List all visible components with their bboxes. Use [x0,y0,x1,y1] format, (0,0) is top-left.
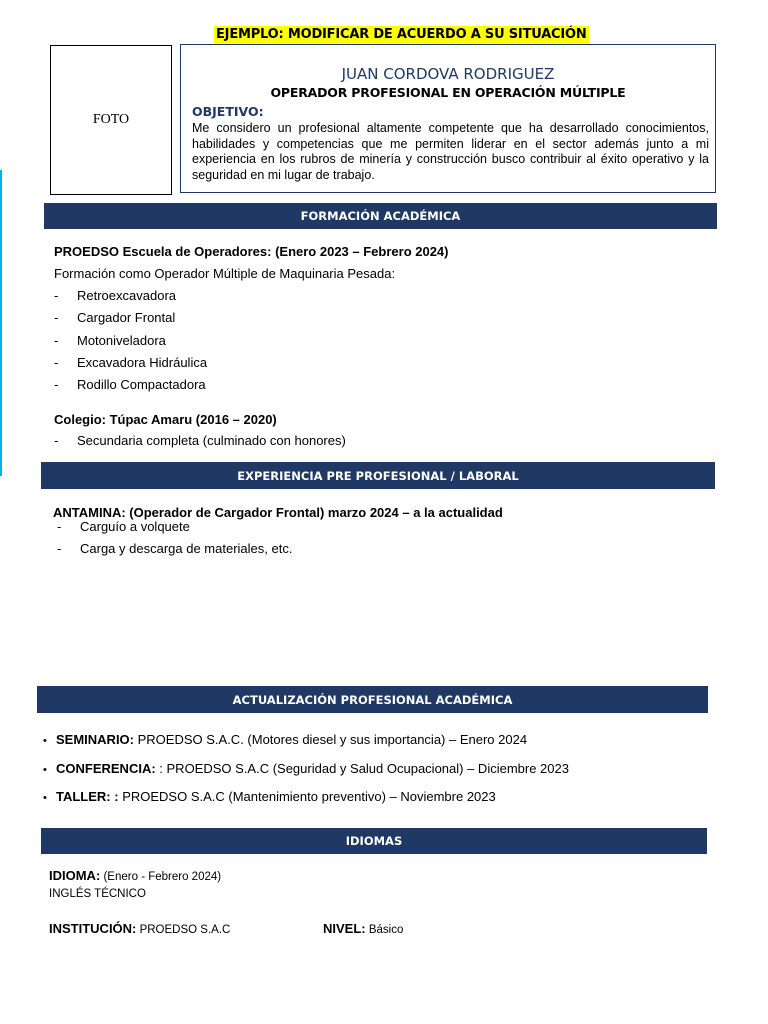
left-edge-line [0,170,2,476]
list-marker: - [54,310,59,326]
list-item-text: Secundaria completa (culminado con honores) [77,433,346,448]
language-period: (Enero - Febrero 2024) [100,871,222,883]
job-heading: ANTAMINA: (Operador de Cargador Frontal) marzo 2024 – a la actualidad [53,505,503,520]
list-item [54,377,454,399]
list-marker: - [57,541,62,556]
language-label: IDIOMA: [49,868,101,883]
list-item [54,433,454,455]
level-label: NIVEL: [323,921,366,936]
photo-placeholder [50,45,172,195]
institution-line [49,920,230,938]
list-item-text: Carga y descarga de materiales, etc. [80,541,293,556]
section-experiencia-title: EXPERIENCIA PRE PROFESIONAL / LABORAL [41,462,715,489]
institution-value: PROEDSO S.A.C [136,924,231,936]
school1-heading: PROEDSO Escuela de Operadores: (Enero 2023 – Febrero 2024) [54,244,449,259]
update-item-text: PROEDSO S.A.C. (Motores diesel y sus importancia) – Enero 2024 [134,732,528,747]
institution-label: INSTITUCIÓN: [49,921,137,936]
list-item [57,519,457,541]
school1-list [54,288,454,399]
bullet-marker: • [43,735,47,747]
list-marker: - [54,332,59,348]
photo-label: FOTO [92,112,130,127]
update-item-label: TALLER: : [56,789,119,804]
school2-heading: Colegio: Túpac Amaru (2016 – 2020) [54,412,277,427]
example-banner: EJEMPLO: MODIFICAR DE ACUERDO A SU SITUACIÓN [216,27,587,42]
objective-text: Me considero un profesional altamente competente que ha desarrollado conocimientos, habilidades y competencias que me permiten liderar en el sector además junto a mi experiencia en los rubros de minería y construcción busco contribuir al éxito operativo y la seguridad en mi lugar de trabajo. [192,121,709,182]
level-line [323,920,403,938]
list-item-text: Cargador Frontal [77,310,176,326]
section-idiomas-title: IDIOMAS [41,828,707,854]
list-marker: - [54,354,59,370]
list-item [54,355,454,377]
list-item-text: Motoniveladora [77,332,166,348]
objective-label: OBJETIVO: [192,104,264,119]
bullet-marker: • [43,764,47,776]
school1-description: Formación como Operador Múltiple de Maquinaria Pesada: [54,266,396,281]
level-value: Básico [365,924,404,936]
list-marker: - [54,433,59,448]
list-item-text: Rodillo Compactadora [77,377,206,393]
list-item-text: Retroexcavadora [77,288,176,303]
school2-list [54,433,454,455]
update-item-label: CONFERENCIA: [56,761,156,776]
list-item [57,541,457,563]
language-value: INGLÉS TÉCNICO [49,888,146,900]
list-item-text: Excavadora Hidráulica [77,354,208,370]
section-actualizacion-title: ACTUALIZACIÓN PROFESIONAL ACADÉMICA [37,686,708,713]
update-item [43,761,569,776]
section-formacion-title: FORMACIÓN ACADÉMICA [44,203,717,229]
update-item [43,789,496,804]
list-item-text: Carguío a volquete [80,519,190,534]
list-item [54,288,454,310]
list-item [54,310,454,332]
update-item-text: : PROEDSO S.A.C (Seguridad y Salud Ocupacional) – Diciembre 2023 [155,761,569,776]
candidate-name: JUAN CORDOVA RODRIGUEZ [341,65,555,83]
update-item [43,732,527,747]
header-box [180,44,716,193]
bullet-marker: • [43,792,47,804]
list-marker: - [54,377,59,393]
candidate-role: OPERADOR PROFESIONAL EN OPERACIÓN MÚLTIPLE [270,85,626,100]
update-item-label: SEMINARIO: [56,732,134,747]
list-item [54,333,454,355]
language-line [49,867,221,885]
list-marker: - [57,519,62,534]
update-item-text: PROEDSO S.A.C (Mantenimiento preventivo) – Noviembre 2023 [118,789,496,804]
experience-list [57,519,457,563]
list-marker: - [54,288,59,303]
